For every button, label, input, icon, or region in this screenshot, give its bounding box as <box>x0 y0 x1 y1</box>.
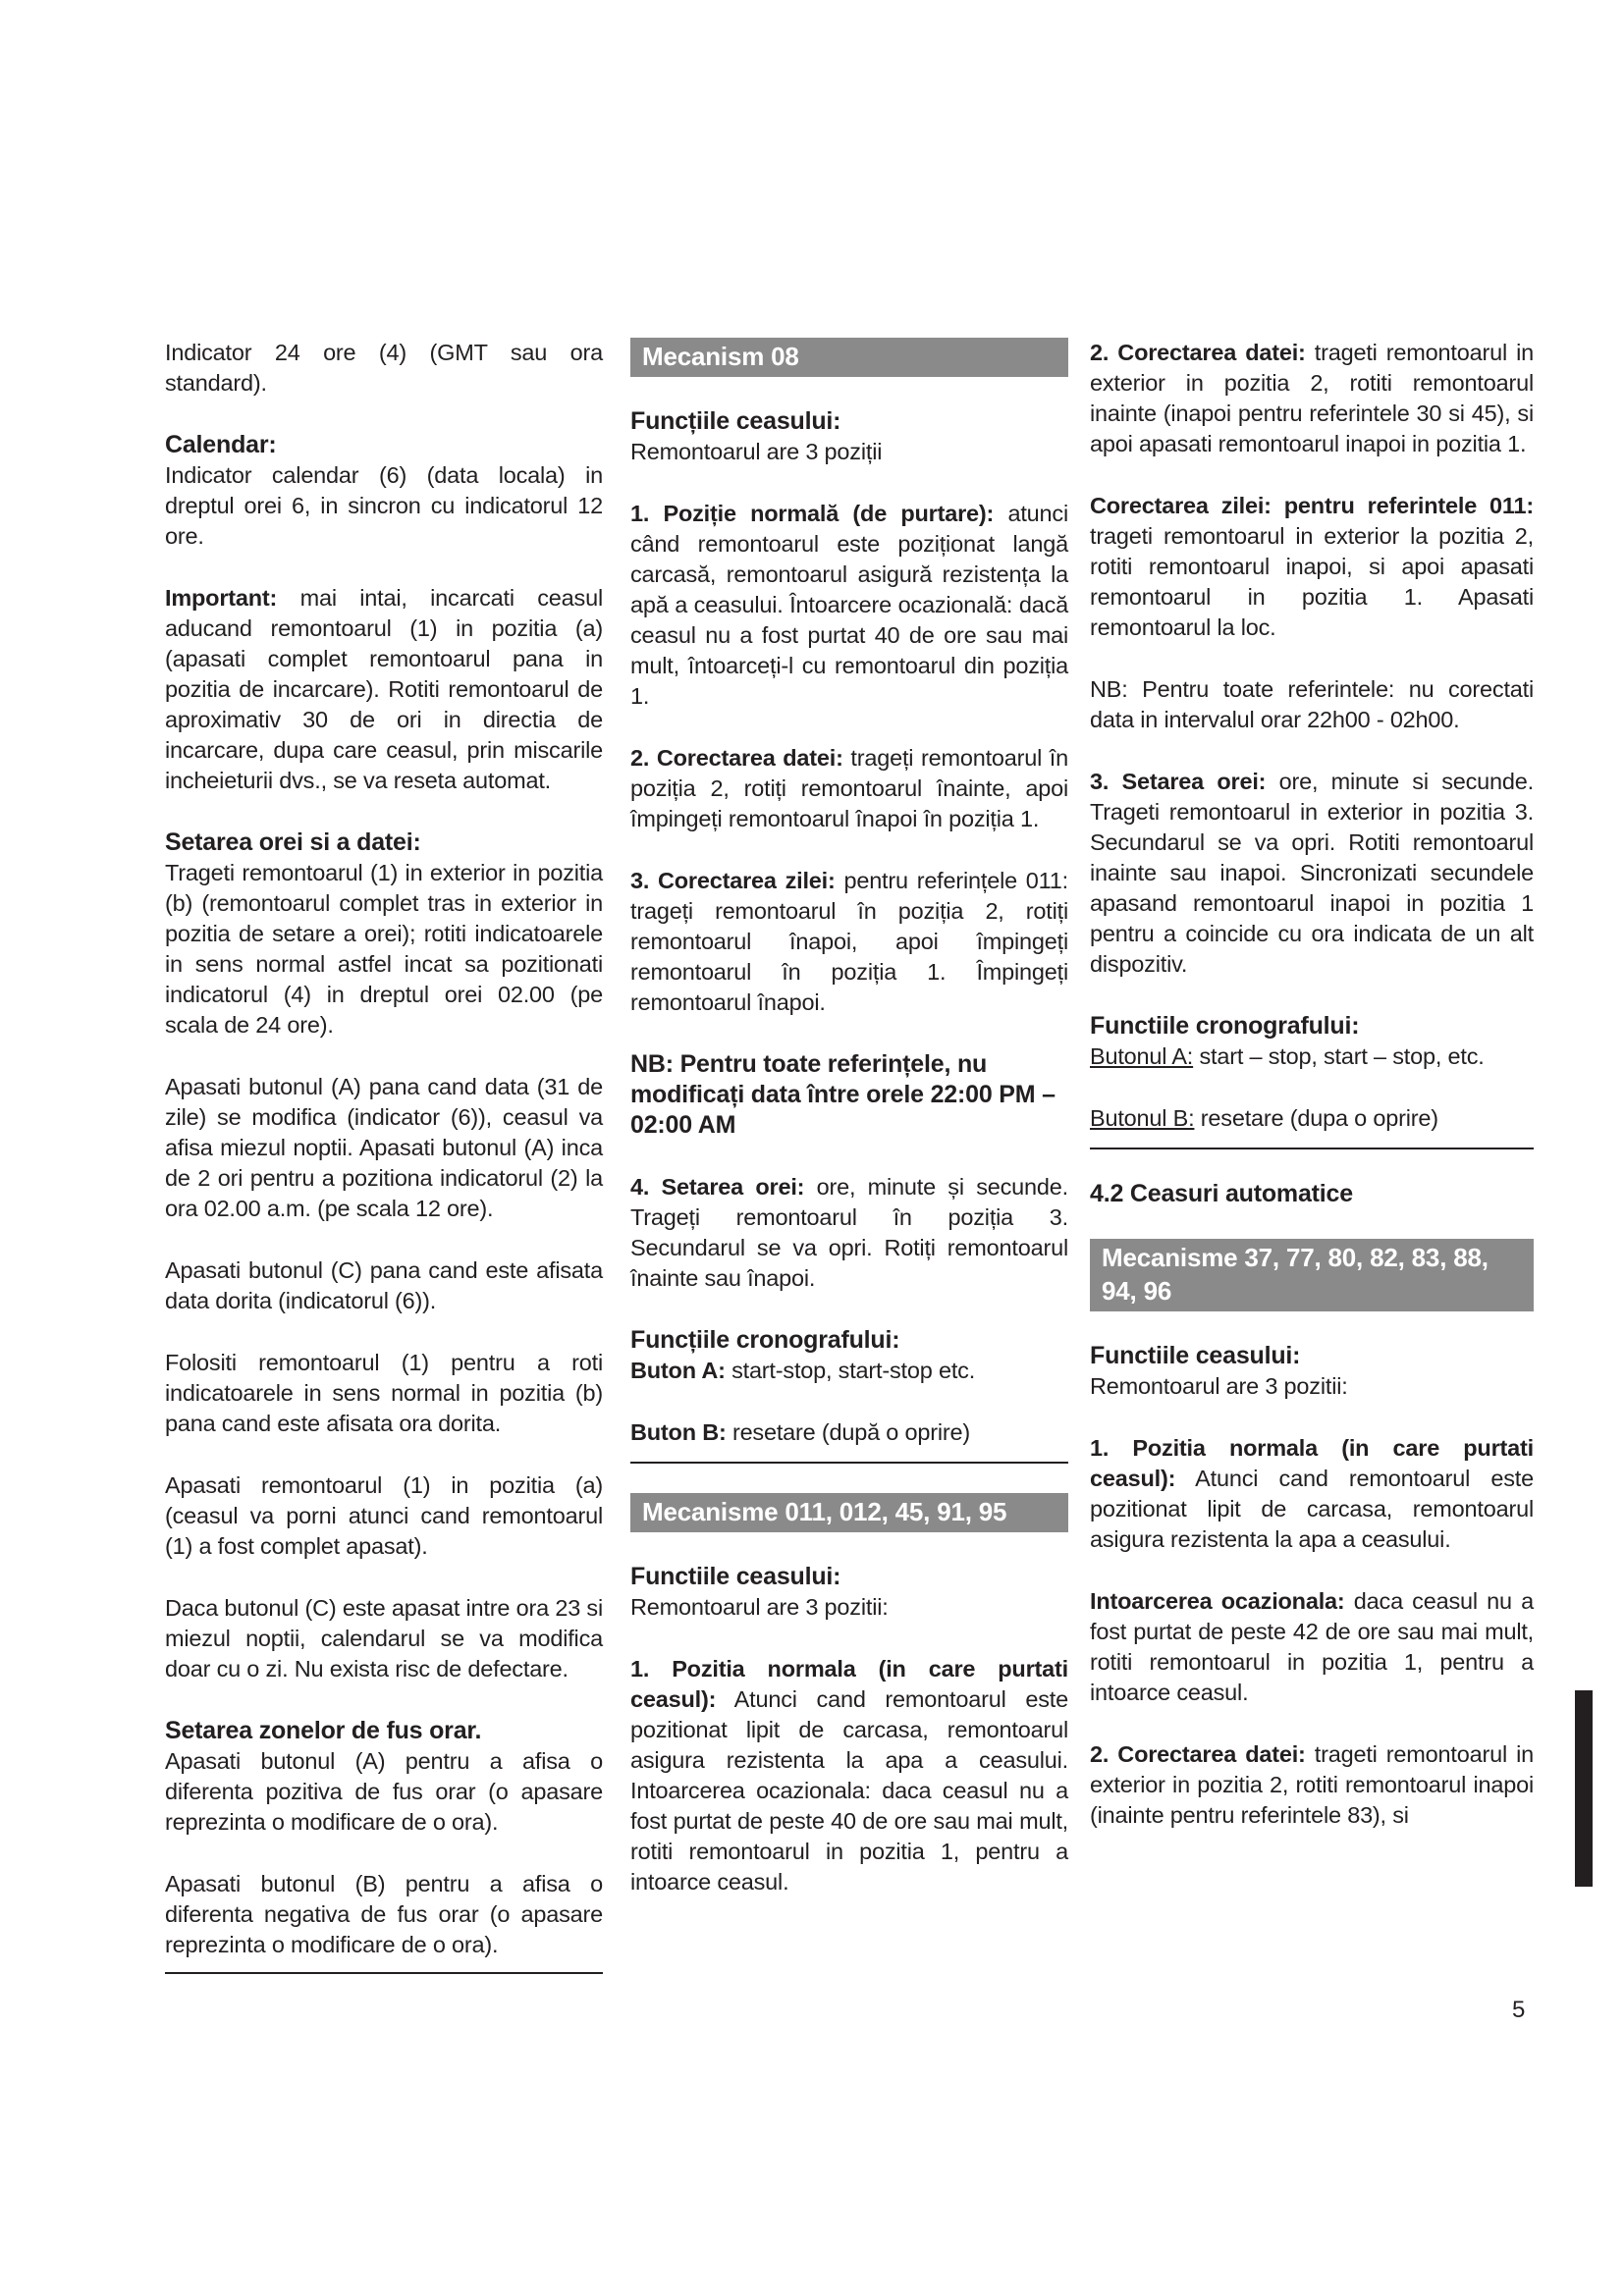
divider <box>630 1462 1068 1464</box>
text-intoarcerea: daca ceasul nu a fost purtat de peste 42 de ore sau mai mult, rotiti remontoarul in pozitia 1, pentru a intoarce ceasul. <box>1090 1588 1535 1705</box>
text-butonul-b: resetare (dupa o oprire) <box>1200 1105 1438 1131</box>
column-1 <box>165 338 603 2003</box>
heading-fus-orar: Setarea zonelor de fus orar. <box>165 1717 482 1744</box>
paragraph-setarea-orei <box>1090 767 1534 980</box>
paragraph-corectarea-zilei <box>1090 491 1534 643</box>
section-title-ceasuri-automatice: 4.2 Ceasuri automatice <box>1090 1180 1353 1207</box>
paragraph-buton-a: Apasati butonul (A) pana cand data (31 de zile) se modifica (indicator (6)), ceasul va afisa miezul noptii. Apasati butonul (A) inca de 2 ori pentru a pozitiona indicatorul (2) la ora 02.00 a.m. (pe scala 12 ore). <box>165 1074 603 1221</box>
paragraph-corectarea-datei <box>1090 338 1534 459</box>
paragraph-functiile-ceasului: Remontoarul are 3 poziții <box>630 439 883 464</box>
text-buton-a: start-stop, start-stop etc. <box>731 1358 976 1383</box>
label-corectarea-zilei: Corectarea zilei: pentru referintele 011: <box>1090 493 1534 518</box>
label-corectarea-datei: 2. Corectarea datei: <box>1090 340 1306 365</box>
text-pozitia-normala: Atunci cand remontoarul este pozitionat lipit de carcasa, remontoarul asigura rezistenta la apa a ceasului. <box>1090 1466 1534 1552</box>
paragraph-pozitia-normala <box>1090 1433 1534 1555</box>
paragraph-setarea-orei <box>630 1172 1068 1294</box>
heading-functiile-ceasului: Functiile ceasului: <box>1090 1342 1301 1369</box>
paragraph-corectarea-datei-2 <box>1090 1739 1534 1831</box>
paragraph-functiile-ceasului-2: Remontoarul are 3 pozitii: <box>630 1594 889 1620</box>
label-butonul-a: Butonul A: <box>1090 1043 1194 1069</box>
paragraph-rotire: Folositi remontoarul (1) pentru a roti indicatoarele in sens normal in pozitia (b) pana cand este afisata ora dorita. <box>165 1350 603 1436</box>
text-corectarea-datei: trageti remontoarul in exterior in pozitia 2, rotiti remontoarul inainte (inapoi pentru referintele 30 si 45), si apoi apasati remontoarul inapoi in pozitia 1. <box>1090 340 1534 456</box>
heading-calendar: Calendar: <box>165 431 277 458</box>
section-bar-mecanisme-37: Mecanisme 37, 77, 80, 82, 83, 88, 94, 96 <box>1090 1239 1534 1311</box>
paragraph-pozitia-a: Apasati remontoarul (1) in pozitia (a) (ceasul va porni atunci cand remontoarul (1) a fost complet apasat). <box>165 1472 603 1559</box>
label-pozitia-normala: 1. Pozitia normala (in care purtati ceasul): <box>1090 1435 1534 1491</box>
text-setarea-orei: ore, minute și secunde. Trageți remontoarul în poziția 3. Secundarul se va opri. Rotiți remontoarul înainte sau înapoi. <box>630 1174 1068 1291</box>
label-important: Important: <box>165 585 278 611</box>
paragraph-fus-b: Apasati butonul (B) pentru a afisa o diferenta negativa de fus orar (o apasare reprezinta o modificare de o ora). <box>165 1871 603 1957</box>
text-setarea-orei: ore, minute si secunde. Trageti remontoarul in exterior in pozitia 3. Secundarul se va opri. Rotiti remontoarul inainte sau inapoi. Sincronizati secundele apasand remontoarul inapoi in pozitia 1 pentru a coincide cu ora indicata de un alt dispozitiv. <box>1090 769 1534 977</box>
divider <box>165 1972 603 1974</box>
paragraph-pozitia-normala <box>630 1654 1068 1897</box>
text-corectarea-zilei: pentru referințele 011: trageți remontoarul în poziția 2, rotiți remontoarul înapoi, apoi împingeți remontoarul în poziția 1. Împingeți remontoarul înapoi. <box>630 868 1068 1015</box>
section-bar-mecanisme-011: Mecanisme 011, 012, 45, 91, 95 <box>630 1493 1068 1532</box>
text-butonul-a: start – stop, start – stop, etc. <box>1199 1043 1485 1069</box>
paragraph-important <box>165 583 603 796</box>
label-corectarea-datei: 2. Corectarea datei: <box>630 745 843 771</box>
paragraph-indicator-24: Indicator 24 ore (4) (GMT sau ora standard). <box>165 340 603 396</box>
label-pozitia-normala: 1. Pozitia normala (in care purtati ceasul): <box>630 1656 1068 1712</box>
paragraph-functiile-ceasului: Remontoarul are 3 pozitii: <box>1090 1373 1348 1399</box>
heading-functiile-ceasului-2: Functiile ceasului: <box>630 1563 841 1590</box>
text-pozitie-normala: atunci când remontoarul este poziționat langă carcasă, remontoarul asigură rezistența la apă a ceasului. Întoarcere ocazională: dacă ceasul nu a fost purtat 40 de ore sau mai mult, întoarceți-l cu remontoarul din poziția 1. <box>630 501 1068 709</box>
label-buton-b: Buton B: <box>630 1419 727 1445</box>
paragraph-pozitie-normala <box>630 499 1068 712</box>
heading-functiile-ceasului: Funcțiile ceasului: <box>630 407 841 435</box>
column-2 <box>630 338 1068 1929</box>
paragraph-daca-butonul: Daca butonul (C) este apasat intre ora 23 si miezul noptii, calendarul se va modifica doar cu o zi. Nu exista risc de defectare. <box>165 1595 603 1682</box>
paragraph-fus-a: Apasati butonul (A) pentru a afisa o diferenta pozitiva de fus orar (o apasare reprezinta o modificare de o ora). <box>165 1748 603 1835</box>
paragraph-nb: NB: Pentru toate referințele, nu modificați data între orele 22:00 PM – 02:00 AM <box>630 1050 1056 1139</box>
thumb-tab-marker <box>1575 1690 1593 1887</box>
text-corectarea-zilei: trageti remontoarul in exterior la pozitia 2, rotiti remontoarul inapoi, si apoi apasati remontoarul in pozitia 1. Apasati remontoarul la loc. <box>1090 523 1534 640</box>
paragraph-buton-b <box>1090 1103 1534 1134</box>
column-3 <box>1090 338 1534 1862</box>
paragraph-setarea-orei: Trageti remontoarul (1) in exterior in pozitia (b) (remontoarul complet tras in exterior in pozitia de setare a orei); rotiti indicatoarele in sens normal astfel incat sa pozitionati indicatorul (4) in dreptul orei 02.00 (pe scala de 24 ore). <box>165 860 603 1038</box>
heading-cronograf: Functiile cronografului: <box>1090 1012 1360 1040</box>
paragraph-buton-a <box>1090 1041 1534 1072</box>
label-setarea-orei: 3. Setarea orei: <box>1090 769 1267 794</box>
label-pozitie-normala: 1. Poziție normală (de purtare): <box>630 501 995 526</box>
paragraph-buton-c: Apasati butonul (C) pana cand este afisata data dorita (indicatorul (6)). <box>165 1257 603 1313</box>
paragraph-nb: NB: Pentru toate referintele: nu corectati data in intervalul orar 22h00 - 02h00. <box>1090 676 1534 732</box>
label-setarea-orei: 4. Setarea orei: <box>630 1174 805 1200</box>
paragraph-calendar: Indicator calendar (6) (data locala) in dreptul orei 6, in sincron cu indicatorul 12 ore. <box>165 462 603 549</box>
label-intoarcerea: Intoarcerea ocazionala: <box>1090 1588 1345 1614</box>
label-corectarea-datei-2: 2. Corectarea datei: <box>1090 1741 1306 1767</box>
label-corectarea-zilei: 3. Corectarea zilei: <box>630 868 836 893</box>
text-important: mai intai, incarcati ceasul aducand remontoarul (1) in pozitia (a) (apasati complet remontoarul pana in pozitia de incarcare). Rotiti remontoarul de aproximativ 30 de ori in directia de incarcare, dupa care ceasul, prin miscarile incheieturii dvs., se va reseta automat. <box>165 585 603 793</box>
text-corectarea-datei-2: trageti remontoarul in exterior in pozitia 2, rotiti remontoarul inapoi (inainte pentru referintele 83), si <box>1090 1741 1534 1828</box>
divider <box>1090 1148 1534 1149</box>
paragraph-intoarcerea <box>1090 1586 1534 1708</box>
text-buton-b: resetare (după o oprire) <box>731 1419 971 1445</box>
heading-cronograf: Funcțiile cronografului: <box>630 1326 900 1354</box>
paragraph-corectarea-zilei <box>630 866 1068 1018</box>
label-butonul-b: Butonul B: <box>1090 1105 1195 1131</box>
text-corectarea-datei: trageți remontoarul în poziția 2, rotiți remontoarul înainte, apoi împingeți remontoarul înapoi în poziția 1. <box>630 745 1068 831</box>
paragraph-corectarea-datei <box>630 743 1068 834</box>
paragraph-buton-a <box>630 1356 1068 1386</box>
section-bar-mecanism-08: Mecanism 08 <box>630 338 1068 377</box>
heading-setarea-orei: Setarea orei si a datei: <box>165 828 421 856</box>
text-pozitia-normala: Atunci cand remontoarul este pozitionat lipit de carcasa, remontoarul asigura rezistenta la apa a ceasului. Intoarcerea ocazionala: daca ceasul nu a fost purtat de peste 40 de ore sau mai mult, rotiti remontoarul in pozitia 1, pentru a intoarce ceasul. <box>630 1686 1068 1895</box>
label-buton-a: Buton A: <box>630 1358 726 1383</box>
paragraph-buton-b <box>630 1417 1068 1448</box>
page-number: 5 <box>1512 1997 1526 2023</box>
